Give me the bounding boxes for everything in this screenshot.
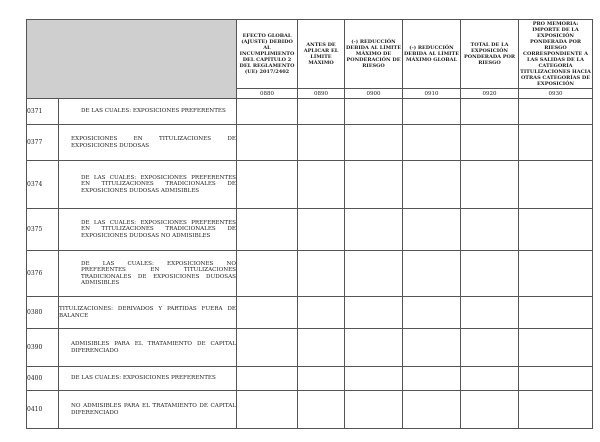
row-code: 0410 [27, 391, 59, 429]
data-cell[interactable] [519, 209, 593, 251]
data-cell[interactable] [345, 391, 403, 429]
row-code: 0390 [27, 329, 59, 367]
data-cell[interactable] [461, 251, 519, 297]
data-cell[interactable] [461, 367, 519, 391]
header-row [27, 20, 593, 89]
data-cell[interactable] [461, 297, 519, 329]
data-cell[interactable] [519, 391, 593, 429]
data-cell[interactable] [298, 125, 345, 161]
data-cell[interactable] [461, 99, 519, 125]
data-cell[interactable] [237, 391, 298, 429]
row-label: DE LAS CUALES: EXPOSICIONES PREFERENTES [59, 99, 237, 125]
data-cell[interactable] [519, 329, 593, 367]
data-cell[interactable] [237, 297, 298, 329]
row-code: 0380 [27, 297, 59, 329]
column-header: (-) REDUCCIÓN DEBIDA AL LÍMITE MÁXIMO DE PONDERACIÓN DE RIESGO [345, 20, 403, 89]
data-cell[interactable] [345, 161, 403, 209]
table-body [27, 99, 593, 429]
row-label: DE LAS CUALES: EXPOSICIONES PREFERENTES [59, 367, 237, 391]
data-cell[interactable] [403, 209, 461, 251]
data-cell[interactable] [403, 251, 461, 297]
data-cell[interactable] [519, 161, 593, 209]
row-label: NO ADMISIBLES PARA EL TRATAMIENTO DE CAPITAL DIFERENCIADO [59, 391, 237, 429]
data-cell[interactable] [403, 391, 461, 429]
data-cell[interactable] [403, 161, 461, 209]
column-code: 0920 [461, 89, 519, 99]
row-code: 0400 [27, 367, 59, 391]
data-cell[interactable] [298, 209, 345, 251]
data-cell[interactable] [519, 251, 593, 297]
column-code: 0880 [237, 89, 298, 99]
data-cell[interactable] [461, 161, 519, 209]
row-label: DE LAS CUALES: EXPOSICIONES PREFERENTES EN TITULIZACIONES TRADICIONALES DE EXPOSICIONES DUDOSAS NO ADMISIBLES [59, 209, 237, 251]
row-code: 0377 [27, 125, 59, 161]
data-cell[interactable] [345, 99, 403, 125]
data-table [26, 19, 593, 429]
row-code: 0375 [27, 209, 59, 251]
row-code: 0376 [27, 251, 59, 297]
table-row [27, 391, 593, 429]
data-cell[interactable] [519, 297, 593, 329]
data-cell[interactable] [237, 251, 298, 297]
data-cell[interactable] [298, 99, 345, 125]
column-code: 0910 [403, 89, 461, 99]
row-label: ADMISIBLES PARA EL TRATAMIENTO DE CAPITAL DIFERENCIADO [59, 329, 237, 367]
header-corner [27, 20, 237, 99]
table-row [27, 125, 593, 161]
data-cell[interactable] [298, 251, 345, 297]
data-cell[interactable] [345, 297, 403, 329]
data-cell[interactable] [461, 391, 519, 429]
row-label: DE LAS CUALES: EXPOSICIONES PREFERENTES EN TITULIZACIONES TRADICIONALES DE EXPOSICIONES DUDOSAS ADMISIBLES [59, 161, 237, 209]
row-label: DE LAS CUALES: EXPOSICIONES NO PREFERENTES EN TITULIZACIONES TRADICIONALES DE EXPOSICIONES DUDOSAS ADMISIBLES [59, 251, 237, 297]
column-header: PRO MEMORIA: IMPORTE DE LA EXPOSICIÓN PONDERADA POR RIESGO CORRESPONDIENTE A LAS SALIDAS DE LA CATEGORÍA TITULIZACIONES HACIA OTRAS CATEGORÍAS DE EXPOSICIÓN [520, 21, 591, 87]
data-cell[interactable] [461, 329, 519, 367]
column-code: 0900 [345, 89, 403, 99]
data-cell[interactable] [403, 99, 461, 125]
data-cell[interactable] [345, 367, 403, 391]
table-row [27, 209, 593, 251]
data-cell[interactable] [403, 329, 461, 367]
data-cell[interactable] [298, 161, 345, 209]
data-cell[interactable] [519, 367, 593, 391]
data-cell[interactable] [345, 329, 403, 367]
column-header: ANTES DE APLICAR EL LÍMITE MÁXIMO [298, 20, 345, 89]
data-cell[interactable] [403, 367, 461, 391]
table-row [27, 99, 593, 125]
data-cell[interactable] [298, 297, 345, 329]
table-row [27, 297, 593, 329]
table-row [27, 367, 593, 391]
data-cell[interactable] [345, 251, 403, 297]
data-cell[interactable] [345, 125, 403, 161]
data-cell[interactable] [298, 391, 345, 429]
data-cell[interactable] [461, 125, 519, 161]
data-cell[interactable] [345, 209, 403, 251]
data-cell[interactable] [403, 297, 461, 329]
data-cell[interactable] [403, 125, 461, 161]
row-code: 0374 [27, 161, 59, 209]
column-header: EFECTO GLOBAL (AJUSTE) DEBIDO AL INCUMPLIMIENTO DEL CAPÍTULO 2 DEL REGLAMENTO (UE) 2017/2402 [237, 20, 298, 89]
data-cell[interactable] [237, 161, 298, 209]
data-cell[interactable] [461, 209, 519, 251]
data-cell[interactable] [519, 99, 593, 125]
data-cell[interactable] [237, 99, 298, 125]
data-cell[interactable] [237, 125, 298, 161]
column-header: TOTAL DE LA EXPOSICIÓN PONDERADA POR RIESGO [461, 20, 519, 89]
data-cell[interactable] [237, 329, 298, 367]
table-row [27, 161, 593, 209]
data-cell[interactable] [237, 209, 298, 251]
row-code: 0371 [27, 99, 59, 125]
table-row [27, 329, 593, 367]
data-cell[interactable] [298, 367, 345, 391]
column-code: 0890 [298, 89, 345, 99]
data-cell[interactable] [237, 367, 298, 391]
data-cell[interactable] [298, 329, 345, 367]
row-label: EXPOSICIONES EN TITULIZACIONES DE EXPOSICIONES DUDOSAS [59, 125, 237, 161]
data-cell[interactable] [519, 125, 593, 161]
column-code: 0930 [519, 89, 593, 99]
row-label: TITULIZACIONES: DERIVADOS Y PARTIDAS FUERA DE BALANCE [59, 297, 237, 329]
table-row [27, 251, 593, 297]
column-header: (-) REDUCCIÓN DEBIDA AL LÍMITE MÁXIMO GLOBAL [403, 20, 461, 89]
